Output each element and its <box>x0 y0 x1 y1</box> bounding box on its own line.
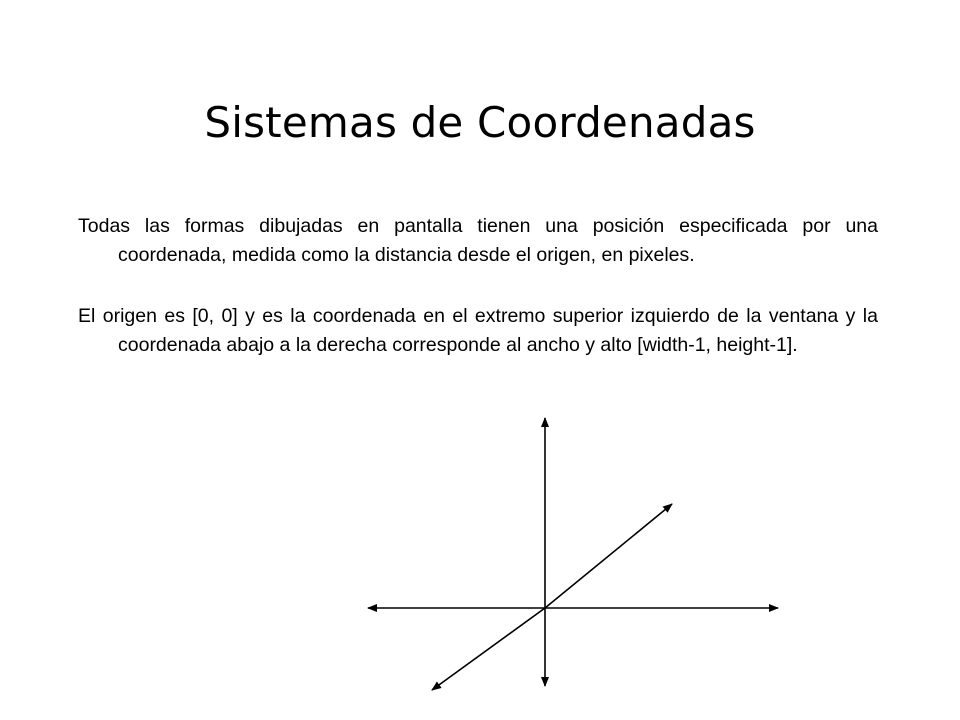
paragraph-shapes-position: Todas las formas dibujadas en pantalla tienen una posición especificada por una coordenada, medida como la distancia desde el origen, en pixeles. <box>78 215 878 266</box>
depth-axis-arrow-down <box>432 608 545 690</box>
paragraph-origin: El origen es [0, 0] y es la coordenada en el extremo superior izquierdo de la ventana y la coordenada abajo a la derecha corresponde al ancho y alto [width-1, height-1]. <box>78 305 878 356</box>
depth-axis-arrow-up <box>545 504 672 608</box>
slide-title: Sistemas de Coordenadas <box>204 98 756 147</box>
slide-body <box>78 212 878 360</box>
